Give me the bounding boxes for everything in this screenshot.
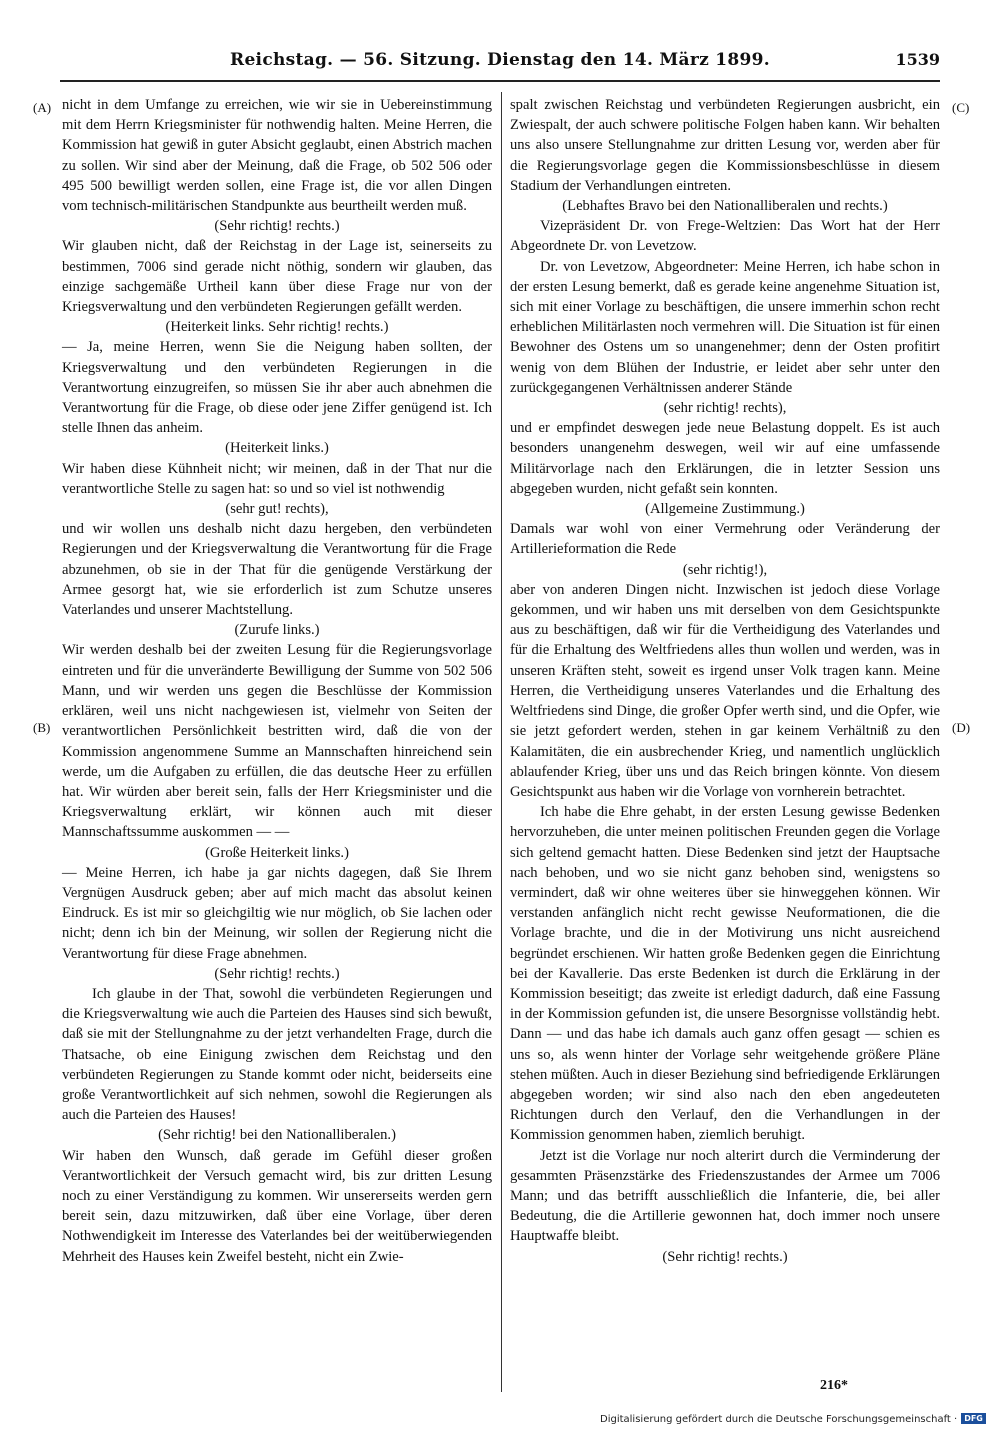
paragraph: Damals war wohl von einer Vermehrung oder Veränderung der Artillerieformation die Rede [510, 521, 940, 558]
interjection: (Allgemeine Zustimmung.) [645, 501, 805, 518]
right-column [510, 95, 940, 1267]
left-column [62, 95, 492, 1267]
signature-mark: 216* [820, 1378, 848, 1393]
interjection: (Sehr richtig! rechts.) [214, 965, 340, 982]
paragraph: aber von anderen Dingen nicht. Inzwischen ist jedoch diese Vorlage gekommen, und wir haben uns mit derselben von dem Gesichtspunkte aus zu beschäftigen, daß wir für die Vertheidigung des Vaterlandes und für die Erhaltung des Weltfriedens alles thun wollen und werden, was in unseren Kräften steht, soweit es irgend unser Volk tragen kann. Meine Herren, die Vertheidigung unseres Vaterlandes und die Erhaltung des Weltfriedens sind Dinge, die großer Opfer werth sind, und die Opfer, wie sie jetzt gefordert werden, stehen in gar keinem Verhältniß zu den Kalamitäten, die ein ausbrechender Krieg, und namentlich unglücklich ablaufender Krieg, über uns und das Reich bringen könnte. Von diesem Gesichtspunkt aus haben wir die Vorlage von vornherein betrachtet. [510, 581, 940, 800]
interjection: (Lebhaftes Bravo bei den Nationalliberalen und rechts.) [562, 198, 888, 215]
interjection: (sehr richtig! rechts), [663, 400, 787, 417]
paragraph: nicht in dem Umfange zu erreichen, wie wir sie in Uebereinstimmung mit dem Herrn Kriegsminister für nothwendig halten. Meine Herren, die Kommission hat gewiß in guter Absicht geglaubt, einen Abstrich machen zu sollen. Wir sind aber der Meinung, daß die Frage, ob 502 506 oder 495 500 bewilligt werden sollen, eine Frage ist, die vor allen Dingen vom technisch-militärischen Standpunkte aus beurtheilt werden muß. [62, 97, 492, 215]
paragraph: — Meine Herren, ich habe ja gar nichts dagegen, daß Sie Ihrem Vergnügen Ausdruck geben; aber auf mich macht das absolut keinen Eindruck. Es ist mir so gleichgiltig wie nur möglich, ob Sie lachen oder nicht; denn ich bin der Meinung, wir sollen der Regierung nicht die Verantwortung für diese Frage abnehmen. [62, 864, 492, 962]
page-number: 1539 [895, 50, 940, 69]
margin-marker-d: (D) [952, 720, 971, 735]
interjection: (Sehr richtig! rechts.) [662, 1248, 788, 1265]
header-title: Reichstag. — 56. Sitzung. Dienstag den 14. März 1899. [230, 50, 770, 70]
running-header [60, 50, 940, 74]
speaker-paragraph: Vizepräsident Dr. von Frege-Weltzien: Das Wort hat der Herr Abgeordnete Dr. von Levetzow. [510, 218, 940, 255]
paragraph: Wir werden deshalb bei der zweiten Lesung für die Regierungsvorlage eintreten und für die unveränderte Bewilligung der Summe von 502 506 Mann, und wir werden uns gegen die Beschlüsse der Kommission erklären, weil uns nicht nachgewiesen ist, vielmehr von Seiten der verantwortlichen Persönlichkeit bestritten wird, daß die von der Kommission angenommene Summe an Mannschaften hinreichend sein werde, um die Aufgaben zu erfüllen, die das deutsche Heer zu erfüllen hat. Wir würden aber bereit sein, falls der Herr Kriegsminister und die Kriegsverwaltung erklärt, wir können auch mit dieser Mannschaftssumme auskommen — — [62, 642, 492, 841]
interjection: (Sehr richtig! rechts.) [214, 218, 340, 235]
interjection: (Heiterkeit links.) [225, 440, 329, 457]
paragraph: und wir wollen uns deshalb nicht dazu hergeben, den verbündeten Regierungen und der Kriegsverwaltung die Verantwortung für die Frage abzunehmen, ob sie in der That für die genügende Verstärkung der Armee gesorgt hat, wie sie erforderlich ist zum Schutze unseres Vaterlandes und unserer Machtstellung. [62, 521, 492, 619]
footer-credit [600, 1413, 986, 1425]
margin-marker-c: (C) [952, 100, 970, 115]
interjection: (Sehr richtig! bei den Nationalliberalen.) [158, 1127, 396, 1144]
paragraph: Jetzt ist die Vorlage nur noch alterirt durch die Verminderung der gesammten Präsenzstärke des Friedenszustandes der Armee um 7006 Mann; und das betrifft ausschließlich die Infanterie, die, bei aller Bedeutung, die die Artillerie gewonnen hat, doch immer noch unsere Hauptwaffe bleibt. [510, 1147, 940, 1245]
margin-marker-a: (A) [33, 100, 52, 115]
column-rule [501, 92, 502, 1392]
interjection: (Heiterkeit links. Sehr richtig! rechts.) [165, 319, 389, 336]
paragraph: Ich glaube in der That, sowohl die verbündeten Regierungen und die Kriegsverwaltung wie auch die Parteien des Hauses sind sich bewußt, daß sie mit der Stellungnahme zu der jetzt verhandelten Frage, durch die Thatsache, ob eine Einigung zwischen dem Reichstag und den verbündeten Regierungen zu Stande kommt oder nicht, beiderseits eine große Verantwortlichkeit auf sich nehmen, sowohl die Regierungen als auch die Parteien des Hauses! [62, 985, 492, 1124]
footer-text: Digitalisierung gefördert durch die Deutsche Forschungsgemeinschaft · [600, 1414, 958, 1425]
interjection: (Zurufe links.) [234, 622, 320, 639]
interjection: (Große Heiterkeit links.) [205, 844, 349, 861]
interjection: (sehr richtig!), [682, 561, 768, 578]
paragraph: Ich habe die Ehre gehabt, in der ersten Lesung gewisse Bedenken hervorzuheben, die unter meinen politischen Freunden gegen die Vorlage sich geltend gemacht hatten. Diese Bedenken sind jetzt der Hauptsache nach behoben, und wo sie nicht ganz behoben sind, wenigstens so vermindert, daß wir ohne weiteres über sie hinweggehen können. Wir verstanden anfänglich nicht recht gewisse Neuformationen, die die Vorlage brachte, und die in der Motivirung uns nicht ausreichend begründet erschienen. Wir hatten große Bedenken gegen die Einrichtung bei der Kavallerie. Das erste Bedenken ist durch die Erklärung in der Kommission beseitigt; das zweite ist erledigt dadurch, daß eine Fassung in der Kommission gefunden ist, die unsere Besorgnisse vollständig hebt. Dann — und das habe ich damals auch ganz offen gesagt — schien es uns so, als wenn hinter der Vorlage sehr weitgehende größere Pläne stehen müßten. Auch in dieser Beziehung sind befriedigende Erklärungen abgegeben worden; wir sind also nach den eben angedeuteten Richtungen durch den Verlauf, den die Verhandlungen in der Kommission genommen haben, ziemlich beruhigt. [510, 804, 940, 1144]
paragraph: Wir haben diese Kühnheit nicht; wir meinen, daß in der That nur die verantwortliche Stelle zu sagen hat: so und so viel ist nothwendig [62, 460, 492, 497]
margin-marker-b: (B) [33, 720, 51, 735]
paragraph: — Ja, meine Herren, wenn Sie die Neigung haben sollten, der Kriegsverwaltung und den verbündeten Regierungen in die Verantwortung einzugreifen, so müssen Sie ihr aber auch abnehmen die Verantwortung für die Frage, ob diese oder jene Ziffer genügend ist. Ich stelle Ihnen das anheim. [62, 339, 492, 437]
interjection: (sehr gut! rechts), [225, 501, 329, 518]
speaker-paragraph: Dr. von Levetzow, Abgeordneter: Meine Herren, ich habe schon in der ersten Lesung bemerkt, daß es gerade keine angenehme Situation ist, sich mit einer Vorlage zu beschäftigen, die unsere immerhin schon recht erheblichen Militärlasten noch vermehren will. Die Situation ist für einen Bewohner des Ostens um so unangenehmer; denn der Osten profitirt wenig von dem Blühen der Industrie, er leidet aber sehr unter den zurückgegangenen Verhältnissen anderer Stände [510, 258, 940, 396]
paragraph: Wir haben den Wunsch, daß gerade im Gefühl dieser großen Verantwortlichkeit der Versuch gemacht wird, bis zur dritten Lesung noch zu einer Verständigung zu kommen. Wir unsererseits werden gern bereit sein, dazu mitzuwirken, daß über eine Vorlage, über deren Nothwendigkeit im Interesse des Vaterlandes bei der weitüberwiegenden Mehrheit des Hauses kein Zweifel besteht, nicht ein Zwie- [62, 1147, 492, 1265]
header-rule [60, 80, 940, 82]
dfg-logo: DFG [961, 1413, 986, 1424]
paragraph: Wir glauben nicht, daß der Reichstag in der Lage ist, seinerseits zu bestimmen, 7006 sind gerade nicht nöthig, sondern wir glauben, das einzige sachgemäße Urtheil kann über diese Frage nur von der Kriegsverwaltung und den verbündeten Regierungen gefällt werden. [62, 238, 492, 316]
paragraph: spalt zwischen Reichstag und verbündeten Regierungen ausbricht, ein Zwiespalt, der auch schwere politische Folgen haben kann. Wir behalten uns also unsere Stellungnahme zur dritten Lesung vor, werden aber für die Regierungsvorlage gegen die Kommissionsbeschlüsse in diesem Stadium der Verhandlungen eintreten. [510, 97, 940, 194]
paragraph: und er empfindet deswegen jede neue Belastung doppelt. Es ist auch besonders unangenehm deswegen, weil wir auf eine umfassende Militärvorlage nach den Erklärungen, die in letzter Session uns abgegeben wurden, nicht gefaßt sein konnten. [510, 420, 940, 497]
